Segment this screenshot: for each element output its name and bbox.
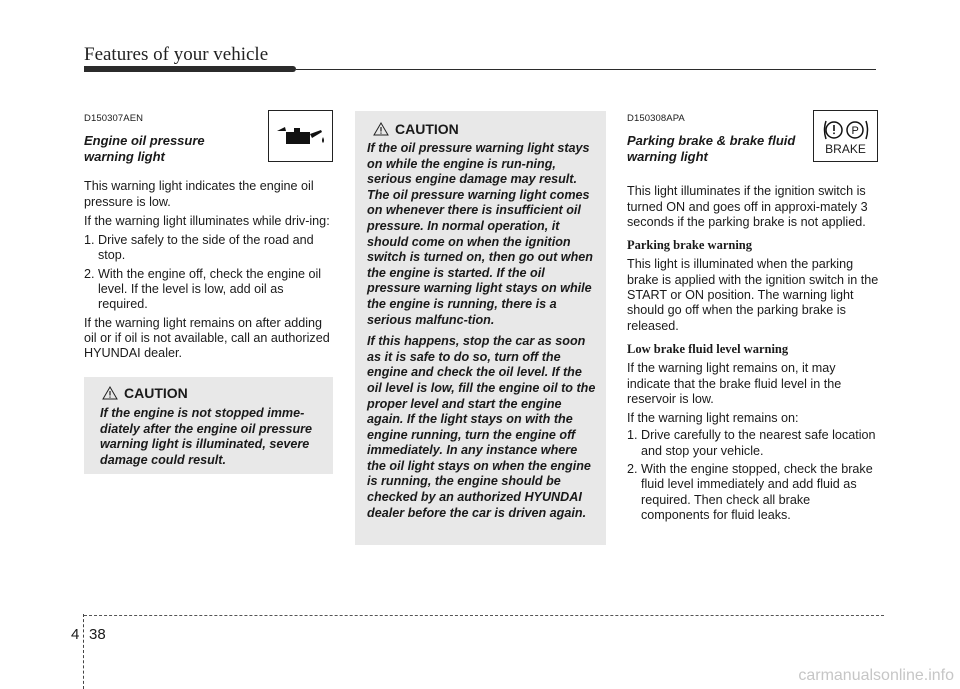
- caution-box-left: [84, 377, 333, 474]
- paragraph: If the warning light remains on:: [627, 411, 799, 426]
- caution-text: If the oil pressure warning light stays on while the engine is run-ning, serious engine damage may result. The oil pressure warning light comes on whenever there is insufficient oil pressure. In normal operation, it should come on when the ignition switch is turned on, then go out when the engine is started. If the oil pressure warning light stays on while the engine is running, there is a serious malfunc-tion.: [367, 141, 593, 327]
- warning-triangle-icon: [102, 386, 118, 400]
- section-title: Parking brake & brake fluid warning light: [627, 133, 796, 165]
- subheading: Parking brake warning: [627, 238, 753, 253]
- list-item: 1. Drive safely to the side of the road and stop.: [84, 233, 314, 263]
- section-code: D150307AEN: [84, 113, 144, 124]
- brake-label: BRAKE: [825, 141, 866, 156]
- warning-triangle-icon: [373, 122, 389, 136]
- section-title: Engine oil pressure warning light: [84, 133, 205, 165]
- paragraph: If the warning light illuminates while driv-ing:: [84, 213, 330, 228]
- brake-indicator: [813, 110, 878, 162]
- list-item: 1. Drive carefully to the nearest safe location and stop your vehicle.: [627, 428, 876, 458]
- paragraph: If the warning light remains on after adding oil or if oil is not available, call an authorized HYUNDAI dealer.: [84, 315, 330, 361]
- list-item: 2. With the engine stopped, check the brake fluid level immediately and add fluid as required. Then check all brake components for fluid leaks.: [627, 462, 873, 522]
- subheading: Low brake fluid level warning: [627, 341, 789, 356]
- caution-text: If the engine is not stopped imme-diately after the engine oil pressure warning light is illuminated, severe damage could result.: [100, 406, 313, 467]
- oil-can-icon: [275, 122, 327, 150]
- header-bar: [84, 66, 296, 72]
- paragraph: If the warning light remains on, it may indicate that the brake fluid level in the reservoir is low.: [627, 361, 842, 406]
- caution-text: If this happens, stop the car as soon as it is safe to do so, turn off the engine and check the oil level. If the oil level is low, fill the engine oil to the proper level and start the engine again. If the light stays on with the engine running, turn the engine off immediately. In any instance where the oil light stays on when the engine is running, the engine should be checked by an authorized HYUNDAI dealer before the car is driven again.: [367, 334, 596, 520]
- oil-pressure-indicator: [268, 110, 333, 162]
- watermark: carmanualsonline.info: [798, 667, 954, 684]
- caution-box-middle: [355, 111, 606, 545]
- caution-heading: [102, 385, 325, 401]
- header-rule: [296, 69, 876, 70]
- brake-warning-icon: [822, 118, 870, 142]
- caution-title: CAUTION: [395, 121, 459, 137]
- section-code: D150308APA: [627, 113, 685, 124]
- list-item: 2. With the engine off, check the engine oil level. If the level is low, add oil as required.: [84, 266, 322, 312]
- paragraph: This light is illuminated when the parking brake is applied with the ignition switch in the START or ON position. The warning light should go off when the parking brake is released.: [627, 257, 879, 333]
- paragraph: This warning light indicates the engine oil pressure is low.: [84, 179, 314, 209]
- footer-vertical-rule: [83, 614, 84, 689]
- svg-text:P: P: [851, 124, 859, 137]
- right-column: [627, 111, 880, 526]
- footer-rule: [84, 615, 884, 616]
- caution-heading: [373, 121, 596, 137]
- page-number: 38: [89, 626, 106, 643]
- caution-title: CAUTION: [124, 385, 188, 401]
- paragraph: This light illuminates if the ignition switch is turned ON and goes off in approxi-mately 3 seconds if the parking brake is not applied.: [627, 184, 868, 229]
- page-header-title: Features of your vehicle: [84, 44, 269, 65]
- chapter-number: 4: [71, 626, 80, 643]
